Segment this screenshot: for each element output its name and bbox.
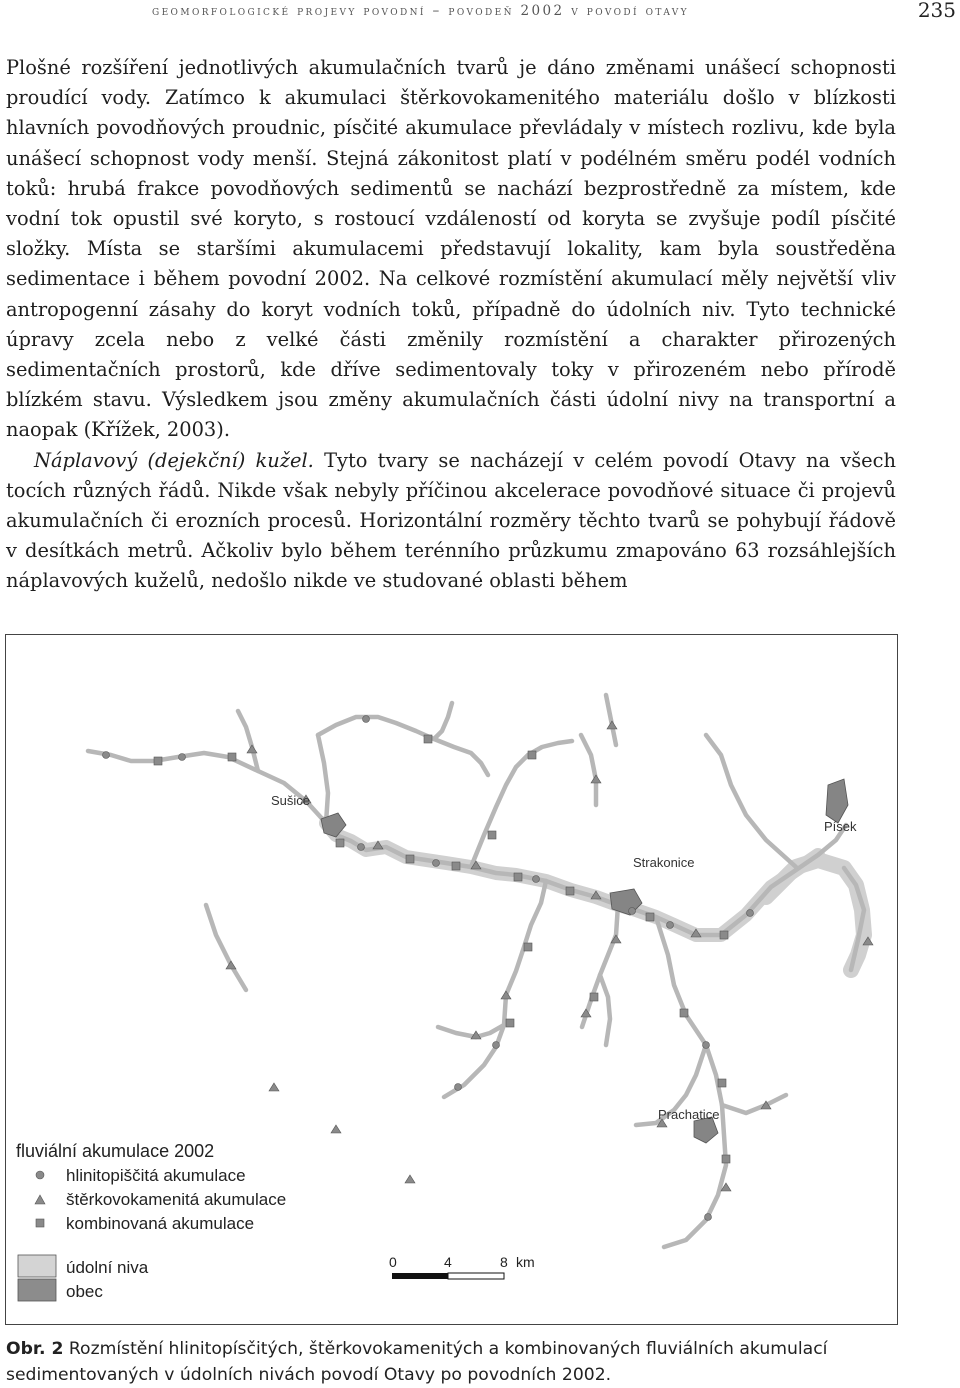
legend-circle-symbol <box>36 1171 44 1179</box>
legend-swatch-obec <box>18 1279 56 1301</box>
legend-item-hlinitopiscita: hlinitopiščitá akumulace <box>66 1166 246 1185</box>
figure-caption <box>6 1336 896 1388</box>
legend-square-symbol <box>36 1219 44 1227</box>
accumulation-symbols <box>103 716 874 1221</box>
page-header <box>0 0 960 28</box>
map-figure <box>5 634 898 1325</box>
page-number: 235 <box>917 0 956 22</box>
legend-title: fluviální akumulace 2002 <box>16 1141 215 1161</box>
towns <box>321 779 848 1143</box>
scale-bar-dark-segment <box>392 1273 448 1279</box>
scale-tick-4: 4 <box>444 1254 452 1270</box>
body-text <box>6 53 896 597</box>
caption-text: Rozmístění hlinitopísčitých, štěrkovokamenitých a kombinovaných fluviálních akumulací sedimentovaných v údolních nivách povodí Otavy po povodních 2002. <box>6 1339 828 1385</box>
scale-tick-0: 0 <box>389 1254 397 1270</box>
paragraph-1: Plošné rozšíření jednotlivých akumulačních tvarů je dáno změnami unášecí schopnosti proudící vody. Zatímco k akumulaci štěrkovokamenitého materiálu došlo v blízkosti hlavních povodňových proudnic, písčité akumulace převládaly v místech rozlivu, kde byla unášecí schopnost vody menší. Stejná zákonitost platí v podélném směru podél vodních toků: hrubá frakce povodňových sedimentů se nachází bezprostředně za místem, kde vodní tok opustil své koryto, s rostoucí vzdáleností od koryta se zvyšuje podíl písčité složky. Místa se staršími akumulacemi představují lokality, kam byla soustředěna sedimentace i během povodní 2002. Na celkové rozmístění akumulací měly největší vliv antropogenní zásahy do koryt vodních toků, případně do údolních niv. Tyto technické úpravy zcela nebo z velké části změnily rozmístění a charakter přirozených sedimentačních prostorů, kde dříve sedimentovaly toky v přirozeném nebo přírodě blízkém stavu. Výsledkem jsou změny akumulačních části údolní nivy na transportní a naopak (Křížek, 2003). <box>6 56 896 442</box>
scale-bar <box>389 1254 535 1279</box>
legend-triangle-symbol <box>35 1195 45 1204</box>
legend-item-kombinovana: kombinovaná akumulace <box>66 1214 255 1233</box>
legend-item-obec: obec <box>66 1282 103 1301</box>
paragraph-2-text: Tyto tvary se nacházejí v celém povodí Otavy na všech tocích různých řádů. Nikde však nebyly příčinou akcelerace povodňové situace či projevů akumulačních či erozních procesů. Horizontální rozměry těchto tvarů se pohybují řádově v desítkách metrů. Ačkoliv bylo během terénního průzkumu zmapováno 63 rozsáhlejších náplavových kuželů, nedošlo nikde ve studované oblasti během <box>6 448 897 593</box>
legend-swatch-udolni-niva <box>18 1255 56 1277</box>
otava-basin-map <box>6 635 897 1324</box>
caption-label: Obr. 2 <box>6 1339 64 1359</box>
town-label-pisek: Písek <box>824 819 857 834</box>
scale-unit: km <box>516 1254 535 1270</box>
term-naplavovy-kuzel: Náplavový (dejekční) kužel. <box>34 448 314 472</box>
town-area-pisek <box>826 779 848 823</box>
running-head: geomorfologické projevy povodní – povodeň 2002 v povodí otavy <box>152 3 690 19</box>
town-label-susice: Sušice <box>271 793 311 808</box>
town-label-strakonice: Strakonice <box>633 855 695 870</box>
legend-item-sterkovokamenita: štěrkovokamenitá akumulace <box>66 1190 287 1209</box>
scale-bar-light-segment <box>448 1273 504 1279</box>
map-legend <box>16 1141 286 1301</box>
legend-item-udolni-niva: údolní niva <box>66 1258 149 1277</box>
river-network <box>88 695 864 1247</box>
scale-tick-8: 8 <box>500 1254 508 1270</box>
paragraph-2 <box>6 446 896 597</box>
town-label-prachatice: Prachatice <box>658 1107 720 1122</box>
